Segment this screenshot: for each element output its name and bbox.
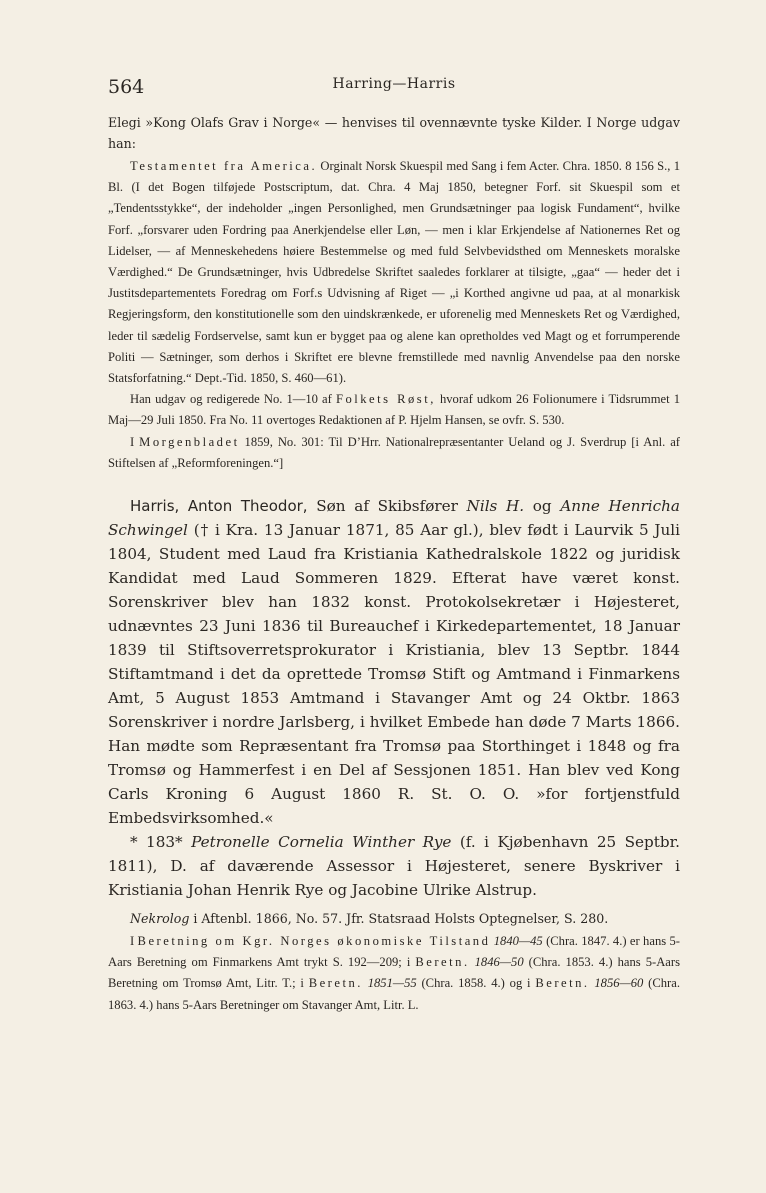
father-name: Nils H. bbox=[466, 497, 525, 516]
morgenbladet-entry: I Morgenbladet 1859, No. 301: Til D’Hrr. Nationalrepræsentanter Ueland og J. Sverdrup [i Anl. af Stiftelsen af „Reformforeningen.“] bbox=[108, 434, 681, 470]
page-number: 564 bbox=[108, 76, 145, 98]
testamentet-title: Testamentet fra America. bbox=[130, 159, 318, 173]
testamentet-body: Orginalt Norsk Skuespil med Sang i fem Acter. Chra. 1850. 8 156 S., 1 Bl. (I det Bogen tilføjede Postscriptum, dat. Chra. 4 Maj 1850, betegner Forf. sit Skuespil som et „Tendentsstykke“, der indeholder „ingen Personlighed, men Grundsætninger paa logisk Fundament“, hvilke Forf. „forsvarer uden Fordring paa Anerkjendelse eller Løn, — men i klar Erkjendelse af Nationernes Ret og Lidelser, — af Menneskehedens høiere Bestemmelse og med fuld Selvbevidsthed om Menneskets moralske Værdighed.“ De Grundsætninger, hvis Udbredelse Skriftet saaledes forklarer at tilsigte, „gaa“ — heder det i Justitsdepartementets Foredrag om Forf.s Udvisning af Riget — „i Korthed angivne ud paa, at al monarkisk Regjeringsform, den konstitutionelle som den uindskrænkede, er uforenelig med Menneskets Ret og Værdighed, leder til sædelig Fordservelse, samt kun er bygget paa og alene kan opretholdes ved Magt og et forrumperende Politi — Sætninger, som derhos i Skriftet ere blevne fremstillede med navnlig Anvendelse paa den norske Statsforfatning.“ Dept.-Tid. 1850, S. 460—61). bbox=[108, 159, 680, 386]
spouse-name: Petronelle Cornelia Winther Rye bbox=[191, 833, 452, 852]
running-head: Harring—Harris bbox=[332, 76, 456, 92]
mother-name: Anne Henricha Schwingel bbox=[108, 497, 680, 540]
spouse-marker: * 183* bbox=[130, 833, 183, 852]
folkets-rost-title: Folkets Røst, bbox=[335, 392, 436, 407]
page-header bbox=[108, 74, 680, 100]
harris-biography: Harris, Anton Theodor, Søn af Skibsfører Nils H. og Anne Henricha Schwingel († i Kra. 13 Januar 1871, 85 Aar gl.), blev født i Laurvik 5 Juli 1804, Student med Laud fra Kristiania Kathedralskole 1822 og juridisk Kandidat med Laud Sommeren 1829. Efterat have været konst. Sorenskriver blev han 1832 konst. Protokolsekretær i Højesteret, udnævntes 23 Juni 1836 til Bureauchef i Kirkedepartementet, 18 Januar 1839 til Stiftsoverretsprokurator i Kristiania, blev 13 Septbr. 1844 Stiftamtmand i det da oprettede Tromsø Stift og Amtmand i Finmarkens Amt, 5 August 1853 Amtmand i Stavanger Amt og 24 Oktbr. 1863 Sorenskriver i nordre Jarlsberg, i hvilket Embede han døde 7 Marts 1866. Han mødte som Repræsentant fra Tromsø paa Storthinget i 1848 og fra Tromsø og Hammerfest i en Del af Sessjonen 1851. Han blev ved Kong Carls Kroning 6 August 1860 R. St. O. O. »for fortjenstfuld Embedsvirksomhed.« bbox=[108, 497, 680, 828]
folkets-rost-entry: Han udgav og redigerede No. 1—10 af Folkets Røst, hvoraf udkom 26 Folionumere i Tidsrummet 1 Maj—29 Juli 1850. Fra No. 11 overtoges Redaktionen af P. Hjelm Hansen, se ovfr. S. 530. bbox=[108, 392, 681, 428]
nekrolog-entry: Nekrolog i Aftenbl. 1866, No. 57. Jfr. Statsraad Holsts Optegnelser, S. 280. bbox=[130, 911, 609, 927]
beretning-title: Beretning om Kgr. Norges økonomiske Tilstand bbox=[137, 934, 491, 949]
testamentet-entry bbox=[108, 156, 680, 389]
beretning-entry: I Beretning om Kgr. Norges økonomiske Tilstand 1840—45 (Chra. 1847. 4.) er hans 5-Aars Beretning om Finmarkens Amt trykt S. 192—209; i Beretn. 1846—50 (Chra. 1853. 4.) hans 5-Aars Beretning om Tromsø Amt, Litr. T.; i Beretn. 1851—55 (Chra. 1858. 4.) og i Beretn. 1856—60 (Chra. 1863. 4.) hans 5-Aars Beretninger om Stavanger Amt, Litr. L. bbox=[108, 934, 680, 1012]
harring-intro: Elegi »Kong Olafs Grav i Norge« — henvises til ovennævnte tyske Kilder. I Norge udgav han: bbox=[108, 115, 680, 151]
spouse-entry: * 183* Petronelle Cornelia Winther Rye (f. i Kjøbenhavn 25 Septbr. 1811), D. af daværende Assessor i Højesteret, senere Byskriver i Kristiania Johan Henrik Rye og Jacobine Ulrike Alstrup. bbox=[108, 833, 680, 900]
page-content bbox=[108, 112, 680, 1016]
morgenbladet-title: Morgenbladet bbox=[139, 434, 240, 449]
nekrolog-label: Nekrolog bbox=[130, 911, 190, 927]
harris-name: Harris, Anton Theodor, bbox=[130, 497, 308, 516]
